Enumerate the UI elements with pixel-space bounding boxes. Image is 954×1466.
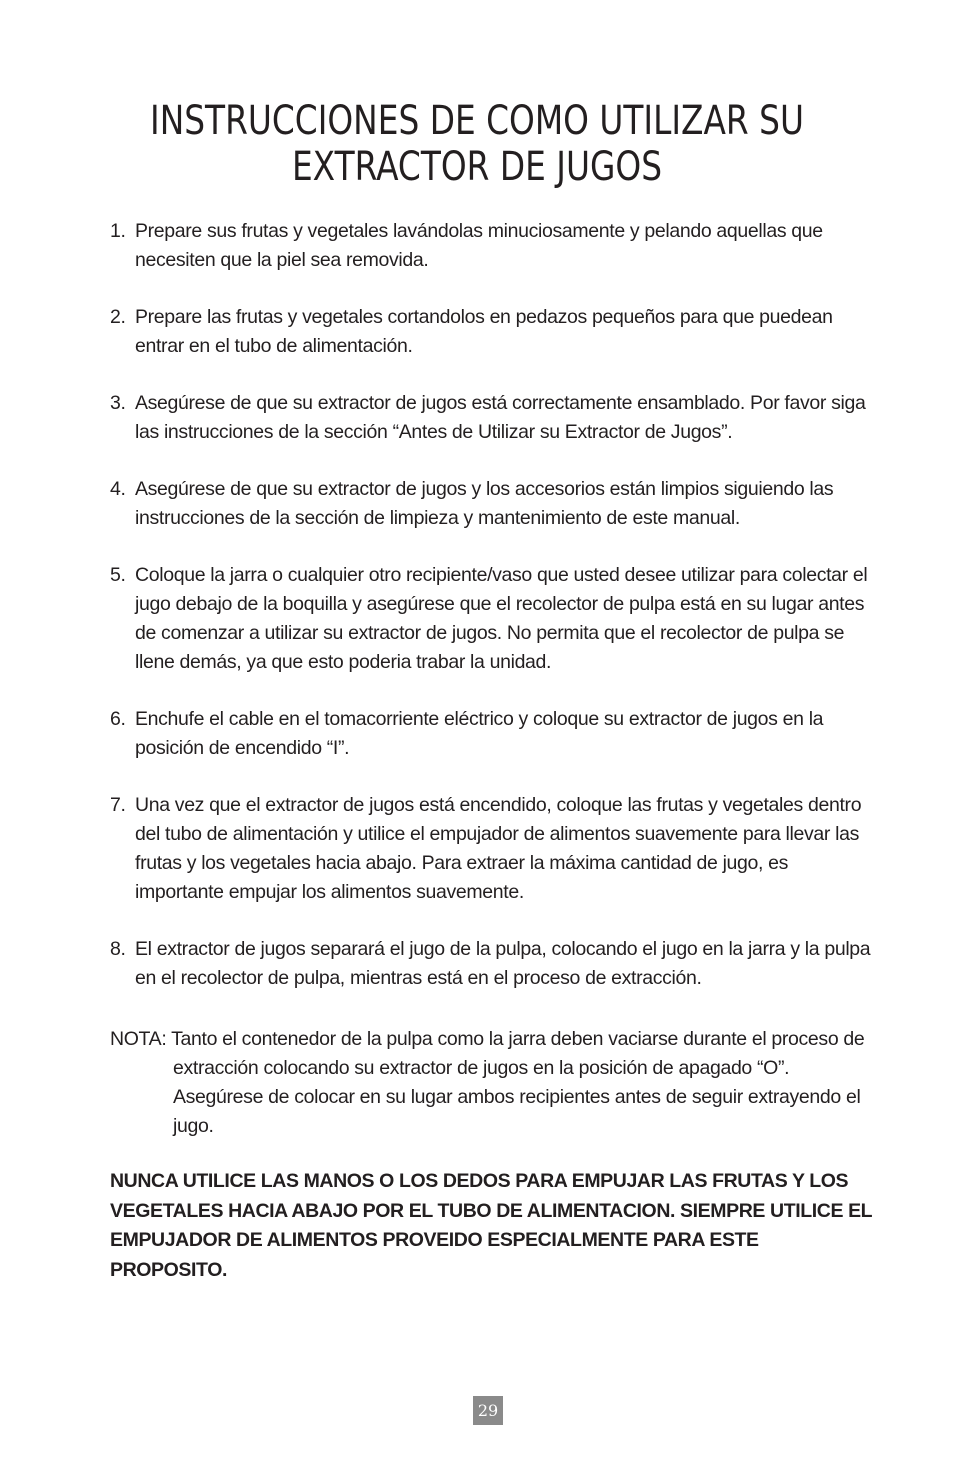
step-text: Una vez que el extractor de jugos está encendido, coloque las frutas y vegetales dentro del tubo de alimentación y utilice el empujador de alimentos suavemente para llevar las frutas y los vegetales hacia abajo. Para extraer la máxima cantidad de jugo, es importante empujar los alimentos suavemente. bbox=[135, 794, 862, 903]
instruction-step-6 bbox=[110, 705, 880, 763]
instruction-step-1 bbox=[110, 217, 880, 275]
instruction-step-8 bbox=[110, 935, 880, 993]
safety-warning: NUNCA UTILICE LAS MANOS O LOS DEDOS PARA EMPUJAR LAS FRUTAS Y LOS VEGETALES HACIA ABAJO POR EL TUBO DE ALIMENTACION. SIEMPRE UTILICE EL EMPUJADOR DE ALIMENTOS PROVEIDO ESPECIALMENTE PARA ESTE PROPOSITO. bbox=[110, 1170, 872, 1281]
step-text: Enchufe el cable en el tomacorriente eléctrico y coloque su extractor de jugos en la posición de encendido “I”. bbox=[135, 708, 824, 759]
step-number: 1. bbox=[110, 220, 126, 242]
instruction-step-2 bbox=[110, 303, 880, 361]
page-title-line-1: INSTRUCCIONES DE COMO UTILIZAR SU bbox=[150, 98, 804, 144]
instruction-step-3 bbox=[110, 389, 880, 447]
step-number: 5. bbox=[110, 564, 126, 586]
instruction-step-5 bbox=[110, 561, 880, 677]
step-number: 3. bbox=[110, 392, 126, 414]
step-text: Asegúrese de que su extractor de jugos está correctamente ensamblado. Por favor siga las instrucciones de la sección “Antes de Utilizar su Extractor de Jugos”. bbox=[135, 392, 866, 443]
step-text: El extractor de jugos separará el jugo de la pulpa, colocando el jugo en la jarra y la pulpa en el recolector de pulpa, mientras está en el proceso de extracción. bbox=[135, 938, 871, 989]
page-title-line-2: EXTRACTOR DE JUGOS bbox=[291, 144, 663, 190]
step-text: Prepare las frutas y vegetales cortandolos en pedazos pequeños para que puedean entrar en el tubo de alimentación. bbox=[135, 306, 833, 357]
step-number: 7. bbox=[110, 794, 126, 816]
step-number: 2. bbox=[110, 306, 126, 328]
step-text: Coloque la jarra o cualquier otro recipiente/vaso que usted desee utilizar para colectar el jugo debajo de la boquilla y asegúrese que el recolector de pulpa está en su lugar antes de comenzar a utilizar su extractor de jugos. No permita que el recolector de pulpa se llene demás, ya que esto poderia trabar la unidad. bbox=[135, 564, 868, 673]
note-label: NOTA: bbox=[110, 1028, 167, 1050]
note-paragraph bbox=[110, 1025, 880, 1141]
step-number: 8. bbox=[110, 938, 126, 960]
page-number: 29 bbox=[473, 1396, 503, 1425]
step-number: 4. bbox=[110, 478, 126, 500]
step-number: 6. bbox=[110, 708, 126, 730]
instruction-step-4 bbox=[110, 475, 880, 533]
instruction-step-7 bbox=[110, 791, 880, 907]
page-title bbox=[86, 98, 868, 190]
step-text: Prepare sus frutas y vegetales lavándolas minuciosamente y pelando aquellas que necesiten que la piel sea removida. bbox=[135, 220, 823, 271]
instruction-list bbox=[110, 217, 880, 1021]
step-text: Asegúrese de que su extractor de jugos y los accesorios están limpios siguiendo las instrucciones de la sección de limpieza y mantenimiento de este manual. bbox=[135, 478, 834, 529]
note-text: Tanto el contenedor de la pulpa como la jarra deben vaciarse durante el proceso de extracción colocando su extractor de jugos en la posición de apagado “O”. Asegúrese de colocar en su lugar ambos recipientes antes de seguir extrayendo el jugo. bbox=[171, 1028, 865, 1137]
